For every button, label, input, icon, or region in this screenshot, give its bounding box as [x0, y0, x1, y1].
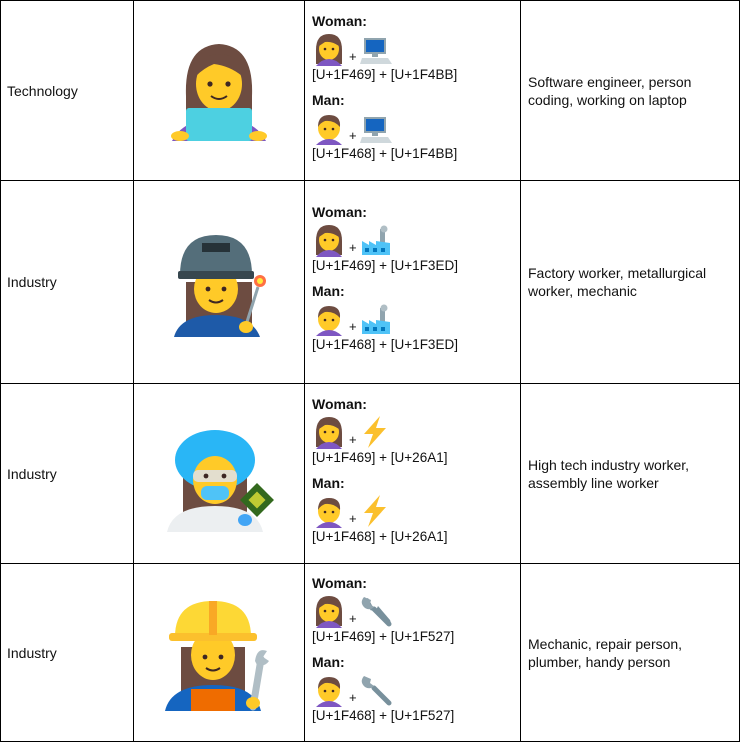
woman-code: [U+1F469] + [U+26A1]: [312, 449, 448, 465]
woman-code: [U+1F469] + [U+1F527]: [312, 628, 455, 644]
woman-label: Woman:: [312, 395, 367, 412]
woman-code: [U+1F469] + [U+1F4BB]: [312, 66, 458, 82]
category-label: Industry: [7, 465, 57, 482]
computer-icon: [360, 115, 394, 145]
code-cell: [305, 564, 521, 742]
image-cell: [134, 1, 305, 181]
category-cell: [1, 181, 134, 384]
table-row: [1, 181, 740, 384]
image-cell: [134, 384, 305, 564]
description: Mechanic, repair person, plumber, handy person: [528, 635, 683, 670]
plus-sign: +: [349, 240, 357, 255]
code-cell: [305, 1, 521, 181]
wrench-icon: [360, 673, 394, 707]
code-cell: [305, 181, 521, 384]
table-row: [1, 384, 740, 564]
table-row: [1, 1, 740, 181]
plus-sign: +: [349, 127, 357, 143]
man-label: Man:: [312, 653, 345, 670]
category-label: Industry: [7, 274, 57, 290]
woman-label: Woman:: [312, 12, 367, 29]
plus-sign: +: [349, 319, 357, 334]
woman-icon: [312, 223, 346, 257]
plus-sign: +: [349, 48, 357, 64]
woman-icon: [312, 594, 346, 628]
mechanic-woman-icon: [161, 595, 277, 711]
man-label: Man:: [312, 91, 345, 108]
man-icon: [312, 673, 346, 707]
category-cell: [1, 1, 134, 181]
high-voltage-icon: [360, 415, 390, 449]
table-row: [1, 564, 740, 742]
woman-icon: [312, 415, 346, 449]
man-label: Man:: [312, 474, 345, 491]
image-cell: [134, 564, 305, 742]
description-cell: [521, 564, 740, 742]
man-code: [U+1F468] + [U+26A1]: [312, 528, 448, 544]
man-icon: [312, 302, 346, 336]
man-label: Man:: [312, 283, 345, 299]
description-cell: [521, 384, 740, 564]
wrench-icon: [360, 594, 394, 628]
plus-sign: +: [349, 689, 357, 705]
category-label: Technology: [7, 82, 78, 99]
woman-label: Woman:: [312, 204, 367, 220]
man-code: [U+1F468] + [U+1F4BB]: [312, 145, 458, 161]
plus-sign: +: [349, 610, 357, 626]
woman-label: Woman:: [312, 574, 367, 591]
tech-worker-woman-icon: [161, 416, 277, 532]
category-cell: [1, 384, 134, 564]
high-voltage-icon: [360, 494, 390, 528]
image-cell: [134, 181, 305, 384]
description-cell: [521, 181, 740, 384]
description: High tech industry worker, assembly line worker: [528, 456, 690, 491]
plus-sign: +: [349, 510, 357, 526]
factory-icon: [360, 225, 392, 257]
woman-icon: [312, 32, 346, 66]
man-icon: [312, 494, 346, 528]
description: Factory worker, metallurgical worker, mechanic: [528, 265, 707, 299]
man-code: [U+1F468] + [U+1F3ED]: [312, 337, 458, 352]
plus-sign: +: [349, 431, 357, 447]
technologist-woman-icon: [164, 36, 274, 146]
factory-icon: [360, 304, 392, 336]
woman-code: [U+1F469] + [U+1F3ED]: [312, 258, 458, 273]
description-cell: [521, 1, 740, 181]
man-icon: [312, 111, 346, 145]
category-label: Industry: [7, 644, 57, 661]
description: Software engineer, person coding, working on laptop: [528, 73, 692, 108]
category-cell: [1, 564, 134, 742]
man-code: [U+1F468] + [U+1F527]: [312, 707, 455, 723]
code-cell: [305, 384, 521, 564]
factory-worker-woman-icon: [164, 227, 274, 337]
computer-icon: [360, 36, 394, 66]
